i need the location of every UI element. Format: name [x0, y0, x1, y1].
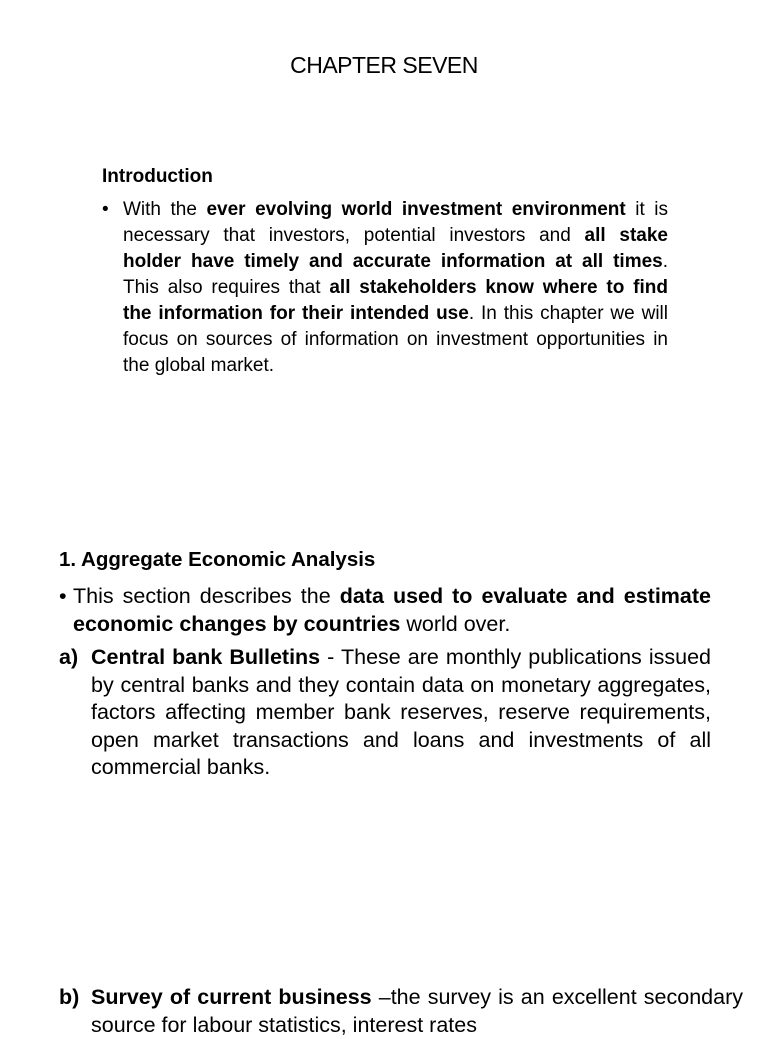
intro-bold-run: all stakeholders know where to find the information for their intended use — [123, 277, 669, 324]
introduction-section — [102, 166, 668, 379]
section-text-run: world over. — [400, 612, 511, 636]
item-title: Survey of current business — [91, 985, 372, 1009]
intro-text-run: it is necessary that investors, potential investors and — [123, 199, 669, 246]
list-marker: a) — [59, 645, 79, 669]
item-description: –the survey is an excellent secondary source for labour statistics, interest rates — [91, 985, 743, 1037]
central-bank-bulletins-item — [59, 644, 711, 782]
section-bullet-item — [59, 582, 711, 638]
section-heading: 1. Aggregate Economic Analysis — [59, 548, 376, 571]
intro-bold-run: ever evolving world investment environment — [206, 199, 626, 220]
section-bold-run: data used to evaluate and estimate economic changes by countries — [73, 584, 711, 636]
section-text — [73, 584, 711, 636]
chapter-title: CHAPTER SEVEN — [290, 52, 478, 78]
item-description: - These are monthly publications issued by central banks and they contain data on monetary aggregates, factors affecting member bank reserves, reserve requirements, open market transactions and loans and investments of all commercial banks. — [91, 645, 711, 779]
bullet-marker: • — [59, 584, 67, 608]
intro-text-run: . This also requires that — [123, 251, 668, 298]
bullet-marker: • — [102, 199, 109, 220]
intro-text-run: With the — [123, 199, 207, 220]
introduction-bullet-item — [102, 197, 668, 379]
item-text — [91, 985, 743, 1037]
intro-text-run: . In this chapter we will focus on sources of information on investment opportunities in the global market. — [123, 303, 668, 376]
section-text-run: This section describes the — [73, 584, 340, 608]
intro-bold-run: all stake holder have timely and accurate information at all times — [123, 225, 668, 272]
aggregate-economic-analysis-section — [59, 548, 711, 782]
list-marker: b) — [59, 985, 80, 1009]
survey-of-current-business-item — [59, 984, 743, 1039]
introduction-heading: Introduction — [102, 166, 213, 187]
introduction-text — [123, 199, 668, 376]
item-title: Central bank Bulletins — [91, 645, 321, 669]
item-text — [91, 645, 711, 779]
